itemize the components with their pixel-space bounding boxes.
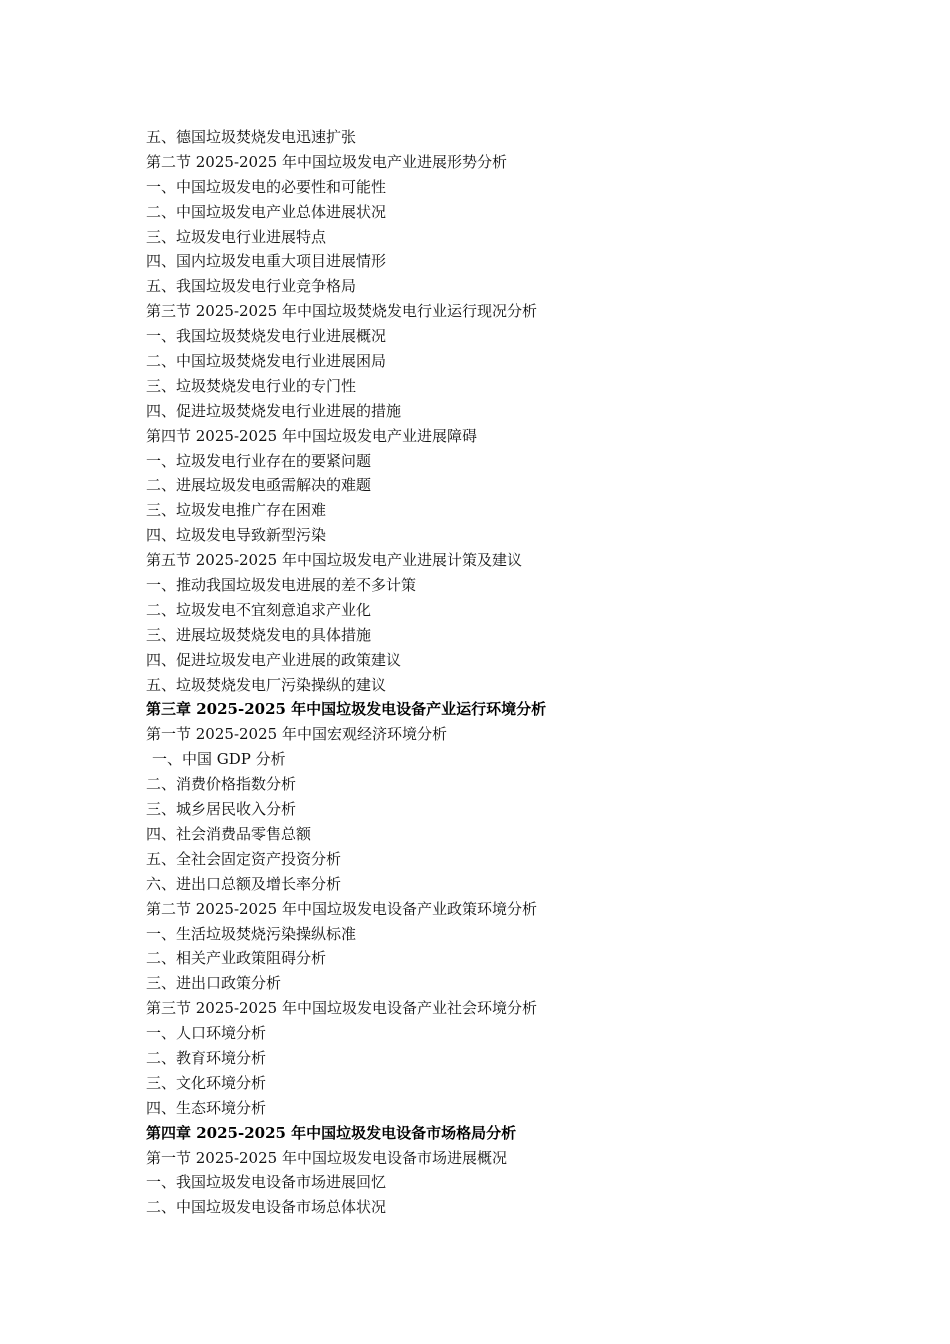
toc-item: 一、人口环境分析 (146, 1024, 267, 1043)
toc-section: 第二节 2025-2025 年中国垃圾发电产业进展形势分析 (146, 152, 507, 171)
toc-section: 第五节 2025-2025 年中国垃圾发电产业进展计策及建议 (146, 551, 522, 570)
toc-item: 一、我国垃圾焚烧发电行业进展概况 (146, 327, 387, 346)
toc-item: 三、垃圾发电行业进展特点 (146, 227, 327, 246)
toc-item: 二、中国垃圾焚烧发电行业进展困局 (146, 352, 387, 371)
toc-item: 二、相关产业政策阻碍分析 (146, 949, 327, 968)
toc-item: 一、生活垃圾焚烧污染操纵标准 (146, 924, 357, 943)
document-page (146, 125, 826, 1220)
toc-section: 第三节 2025-2025 年中国垃圾发电设备产业社会环境分析 (146, 999, 537, 1018)
toc-section: 第四节 2025-2025 年中国垃圾发电产业进展障碍 (146, 426, 477, 445)
toc-item: 五、垃圾焚烧发电厂污染操纵的建议 (146, 675, 387, 694)
toc-item: 四、国内垃圾发电重大项目进展情形 (146, 252, 387, 271)
toc-item: 三、进出口政策分析 (146, 974, 282, 993)
toc-item: 一、推动我国垃圾发电进展的差不多计策 (146, 576, 417, 595)
toc-section: 第一节 2025-2025 年中国垃圾发电设备市场进展概况 (146, 1148, 507, 1167)
toc-item: 四、促进垃圾焚烧发电行业进展的措施 (146, 401, 402, 420)
toc-item: 二、教育环境分析 (146, 1048, 267, 1067)
toc-item: 二、垃圾发电不宜刻意追求产业化 (146, 600, 372, 619)
toc-section: 第二节 2025-2025 年中国垃圾发电设备产业政策环境分析 (146, 899, 537, 918)
toc-item: 五、德国垃圾焚烧发电迅速扩张 (146, 128, 357, 146)
toc-item: 四、生态环境分析 (146, 1098, 267, 1117)
toc-item: 三、文化环境分析 (146, 1073, 267, 1092)
toc-item: 三、城乡居民收入分析 (146, 800, 297, 819)
toc-item: 二、中国垃圾发电设备市场总体状况 (146, 1198, 387, 1217)
toc-item: 二、进展垃圾发电亟需解决的难题 (146, 476, 372, 495)
toc-item: 三、进展垃圾焚烧发电的具体措施 (146, 625, 372, 644)
toc-item: 一、垃圾发电行业存在的要紧问题 (146, 451, 372, 470)
toc-item: 一、中国垃圾发电的必要性和可能性 (146, 177, 387, 196)
toc-item: 五、全社会固定资产投资分析 (146, 849, 342, 868)
toc-section: 第一节 2025-2025 年中国宏观经济环境分析 (146, 725, 447, 744)
toc-item: 三、垃圾发电推广存在困难 (146, 501, 327, 520)
toc-chapter: 第三章 2025-2025 年中国垃圾发电设备产业运行环境分析 (146, 700, 547, 719)
toc-item: 四、垃圾发电导致新型污染 (146, 526, 327, 545)
toc-item: 四、促进垃圾发电产业进展的政策建议 (146, 650, 402, 669)
toc-item: 二、中国垃圾发电产业总体进展状况 (146, 202, 387, 221)
toc-section: 第三节 2025-2025 年中国垃圾焚烧发电行业运行现况分析 (146, 302, 537, 321)
toc-item: 二、消费价格指数分析 (146, 775, 297, 794)
toc-chapter: 第四章 2025-2025 年中国垃圾发电设备市场格局分析 (146, 1123, 517, 1142)
toc-item: 一、中国 GDP 分析 (152, 750, 286, 769)
toc-item: 三、垃圾焚烧发电行业的专门性 (146, 376, 357, 395)
toc-item: 一、我国垃圾发电设备市场进展回忆 (146, 1173, 387, 1192)
toc-item: 四、社会消费品零售总额 (146, 824, 312, 843)
toc-item: 五、我国垃圾发电行业竞争格局 (146, 277, 357, 296)
toc-item: 六、进出口总额及增长率分析 (146, 874, 342, 893)
